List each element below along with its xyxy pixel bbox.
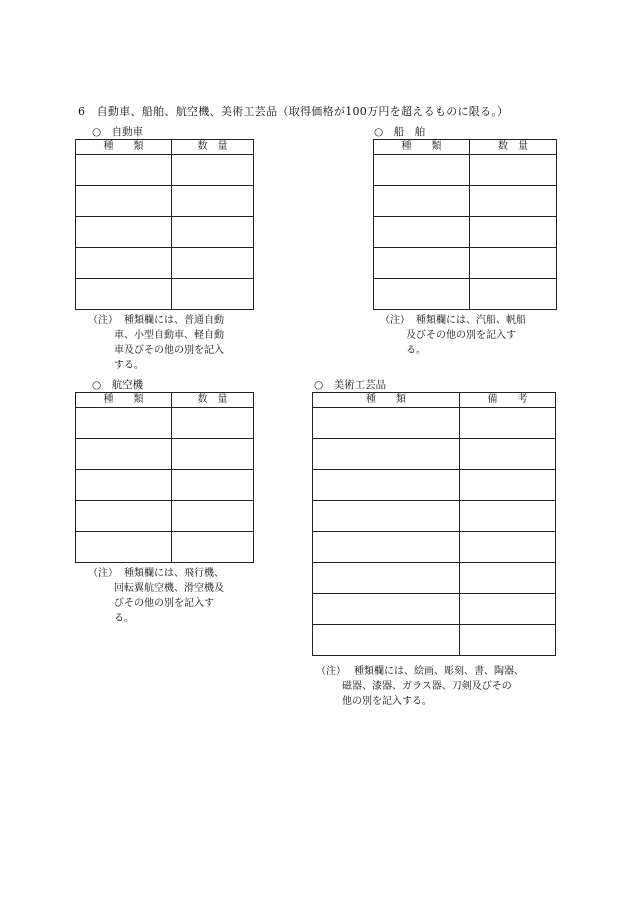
type-cell[interactable] [374, 279, 470, 310]
table-row [374, 217, 557, 248]
note-line: 種類欄には、普通自動 [124, 315, 224, 326]
table-row [313, 439, 556, 470]
quantity-cell[interactable] [172, 501, 254, 532]
aircraft-note [88, 566, 263, 628]
type-cell[interactable] [313, 470, 460, 501]
type-cell[interactable] [76, 155, 172, 186]
table-row [313, 625, 556, 656]
table-row [76, 248, 254, 279]
table-row [313, 532, 556, 563]
remarks-cell[interactable] [460, 563, 556, 594]
table-header-row [374, 140, 557, 155]
quantity-cell[interactable] [172, 279, 254, 310]
table-row [76, 279, 254, 310]
table-row [313, 470, 556, 501]
note-tag: （注） [88, 568, 118, 579]
type-cell[interactable] [313, 501, 460, 532]
type-cell[interactable] [313, 625, 460, 656]
note-line: 種類欄には、絵画、彫刻、書、陶器、 [354, 666, 524, 677]
quantity-cell[interactable] [172, 439, 254, 470]
note-tag: （注） [88, 315, 118, 326]
type-cell[interactable] [374, 217, 470, 248]
ships-table [373, 139, 557, 310]
quantity-cell[interactable] [172, 155, 254, 186]
quantity-cell[interactable] [172, 248, 254, 279]
column-header-remarks: 備 考 [460, 393, 556, 408]
quantity-cell[interactable] [172, 408, 254, 439]
type-cell[interactable] [374, 186, 470, 217]
table-row [374, 186, 557, 217]
column-header-type: 種 類 [76, 393, 172, 408]
ships-label: ○ 船 舶 [374, 126, 426, 138]
note-line: 車及びその他の別を記入 [114, 345, 224, 356]
table-row [76, 217, 254, 248]
quantity-cell[interactable] [172, 217, 254, 248]
artworks-note [316, 664, 566, 712]
quantity-cell[interactable] [470, 155, 557, 186]
quantity-cell[interactable] [470, 279, 557, 310]
type-cell[interactable] [76, 470, 172, 501]
table-row [76, 408, 254, 439]
note-line: 種類欄には、汽船、帆船 [416, 315, 526, 326]
table-row [76, 186, 254, 217]
note-line: る。 [114, 613, 134, 624]
table-row [313, 563, 556, 594]
type-cell[interactable] [374, 155, 470, 186]
table-row [76, 532, 254, 563]
type-cell[interactable] [374, 248, 470, 279]
note-line: びその他の別を記入す [114, 598, 214, 609]
quantity-cell[interactable] [470, 248, 557, 279]
type-cell[interactable] [76, 439, 172, 470]
column-header-quantity: 数 量 [470, 140, 557, 155]
remarks-cell[interactable] [460, 439, 556, 470]
note-line: 車、小型自動車、軽自動 [114, 330, 224, 341]
automobiles-note [88, 313, 258, 375]
type-cell[interactable] [76, 408, 172, 439]
remarks-cell[interactable] [460, 594, 556, 625]
table-row [313, 408, 556, 439]
ships-note [380, 313, 560, 361]
section-heading: 6 自動車、船舶、航空機、美術工芸品（取得価格が100万円を超えるものに限る。） [78, 105, 509, 118]
column-header-quantity: 数 量 [172, 140, 254, 155]
table-row [313, 594, 556, 625]
artworks-table [312, 392, 556, 656]
table-header-row [76, 140, 254, 155]
type-cell[interactable] [313, 594, 460, 625]
automobiles-label: ○ 自動車 [92, 126, 144, 138]
quantity-cell[interactable] [470, 217, 557, 248]
column-header-quantity: 数 量 [172, 393, 254, 408]
note-line: る。 [406, 345, 426, 356]
note-line: 回転翼航空機、滑空機及 [114, 583, 224, 594]
automobiles-table [75, 139, 254, 310]
column-header-type: 種 類 [313, 393, 460, 408]
quantity-cell[interactable] [172, 470, 254, 501]
note-line: 他の別を記入する。 [342, 696, 432, 707]
type-cell[interactable] [76, 248, 172, 279]
aircraft-label: ○ 航空機 [92, 379, 144, 391]
type-cell[interactable] [76, 279, 172, 310]
quantity-cell[interactable] [470, 186, 557, 217]
note-tag: （注） [316, 666, 346, 677]
note-line: 及びその他の別を記入す [406, 330, 516, 341]
artworks-label: ○ 美術工芸品 [314, 379, 387, 391]
remarks-cell[interactable] [460, 470, 556, 501]
table-row [374, 155, 557, 186]
quantity-cell[interactable] [172, 186, 254, 217]
type-cell[interactable] [313, 439, 460, 470]
remarks-cell[interactable] [460, 625, 556, 656]
table-row [374, 248, 557, 279]
table-row [313, 501, 556, 532]
remarks-cell[interactable] [460, 408, 556, 439]
type-cell[interactable] [313, 408, 460, 439]
type-cell[interactable] [76, 186, 172, 217]
note-tag: （注） [380, 315, 410, 326]
remarks-cell[interactable] [460, 532, 556, 563]
column-header-type: 種 類 [76, 140, 172, 155]
note-line: 磁器、漆器、ガラス器、刀剣及びその [342, 681, 512, 692]
note-line: 種類欄には、飛行機、 [124, 568, 224, 579]
remarks-cell[interactable] [460, 501, 556, 532]
table-row [76, 439, 254, 470]
column-header-type: 種 類 [374, 140, 470, 155]
table-row [76, 470, 254, 501]
table-header-row [76, 393, 254, 408]
type-cell[interactable] [76, 217, 172, 248]
quantity-cell[interactable] [172, 532, 254, 563]
table-row [76, 501, 254, 532]
table-header-row [313, 393, 556, 408]
table-row [374, 279, 557, 310]
type-cell[interactable] [313, 563, 460, 594]
note-line: する。 [114, 360, 144, 371]
type-cell[interactable] [76, 532, 172, 563]
aircraft-table [75, 392, 254, 563]
type-cell[interactable] [313, 532, 460, 563]
type-cell[interactable] [76, 501, 172, 532]
table-row [76, 155, 254, 186]
